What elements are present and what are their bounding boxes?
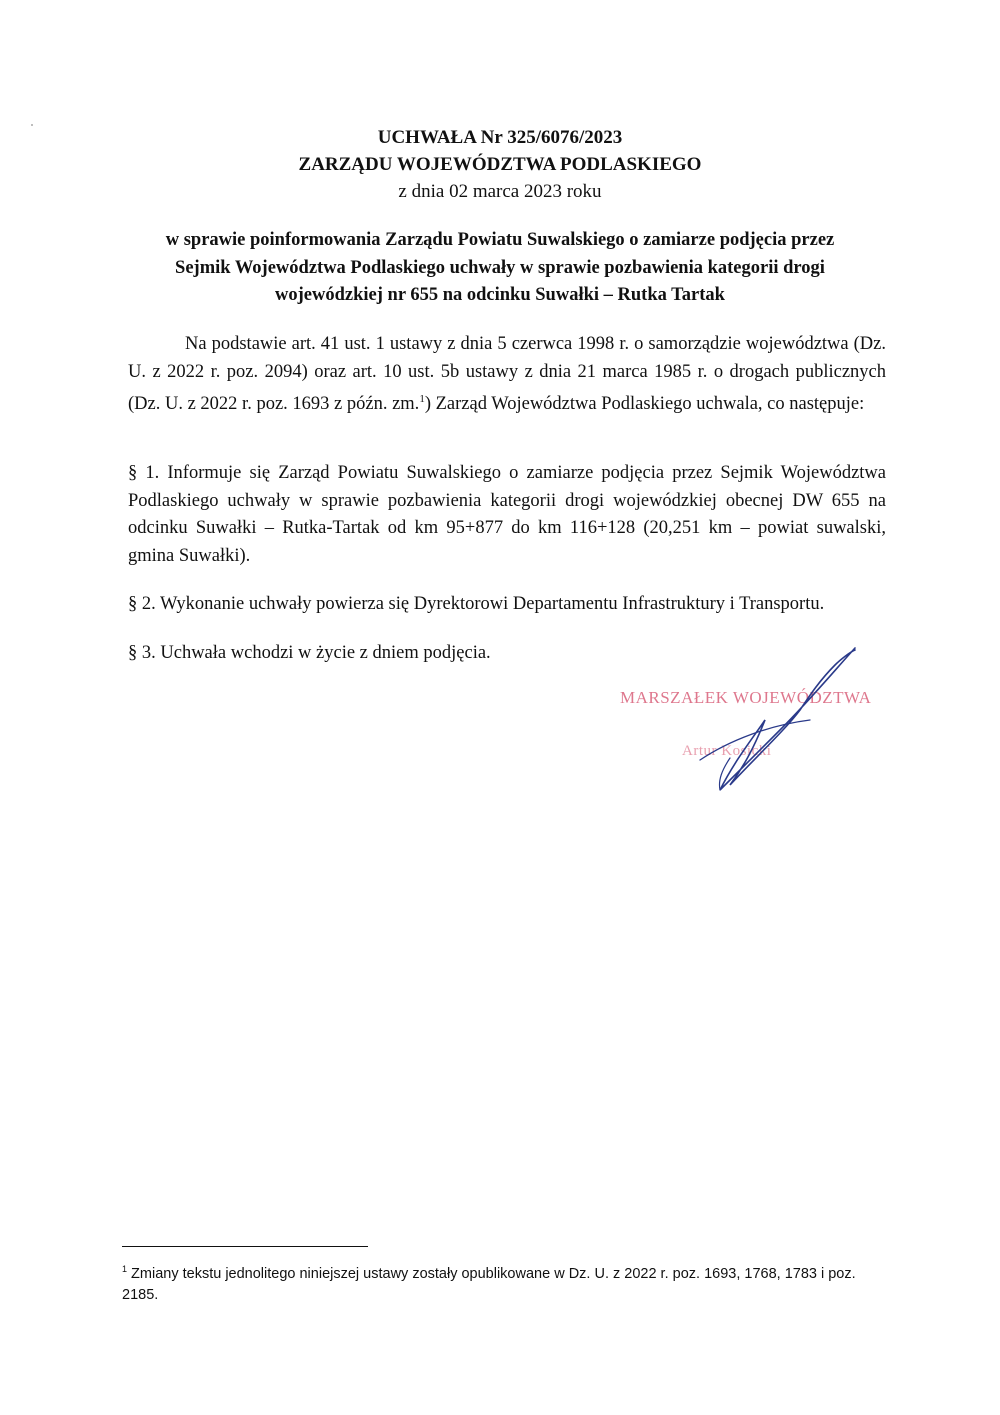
footnote-marker: 1 — [122, 1264, 128, 1274]
section-3-paragraph: § 3. Uchwała wchodzi w życie z dniem podjęcia. — [128, 643, 491, 663]
handwritten-signature — [660, 640, 880, 800]
footnote-text: Zmiany tekstu jednolitego niniejszej ustawy zostały opublikowane w Dz. U. z 2022 r. poz. 1693, 1768, 1783 i poz. 2185. — [122, 1265, 856, 1303]
resolution-header — [0, 124, 1000, 205]
resolution-date: z dnia 02 marca 2023 roku — [398, 181, 602, 202]
footnote-reference: 1 — [419, 393, 425, 405]
footnote — [122, 1259, 890, 1306]
subject-line-2: Sejmik Województwa Podlaskiego uchwały w sprawie pozbawienia kategorii drogi — [175, 257, 825, 278]
subject-line-1: w sprawie poinformowania Zarządu Powiatu Suwalskiego o zamiarze podjęcia przez — [165, 230, 835, 250]
stamp-title: MARSZAŁEK WOJEWÓDZTWA — [620, 688, 872, 707]
section-2-paragraph: § 2. Wykonanie uchwały powierza się Dyrektorowi Departamentu Infrastruktury i Transportu. — [128, 594, 825, 614]
preamble-text-end: ) Zarząd Województwa Podlaskiego uchwala, co następuje: — [424, 394, 865, 415]
stamp-name: Artur Kosicki — [682, 743, 772, 759]
subject-line-3: wojewódzkiej nr 655 na odcinku Suwałki – Rutka Tartak — [275, 285, 725, 305]
resolution-title: UCHWAŁA Nr 325/6076/2023 — [377, 127, 623, 148]
footnote-separator — [122, 1246, 368, 1247]
resolution-issuer: ZARZĄDU WOJEWÓDZTWA PODLASKIEGO — [298, 154, 702, 175]
resolution-subject — [128, 227, 872, 310]
preamble-paragraph — [128, 331, 886, 419]
section-1-paragraph: § 1. Informuje się Zarząd Powiatu Suwalskiego o zamiarze podjęcia przez Sejmik Województwa Podlaskiego uchwały w sprawie pozbawienia kategorii drogi wojewódzkiej obecnej DW 655 na odcinku Suwałki – Rutka-Tartak od km 95+877 do km 116+128 (20,251 km – powiat suwalski, gmina Suwałki). — [128, 463, 886, 566]
preamble-text: Na podstawie art. 41 ust. 1 ustawy z dnia 5 czerwca 1998 r. o samorządzie województwa (Dz. U. z 2022 r. poz. 2094) oraz art. 10 ust. 5b ustawy z dnia 21 marca 1985 r. o drogach publicznych (Dz. U. z 2022 r. poz. 1693 z późn. zm. — [128, 334, 886, 415]
